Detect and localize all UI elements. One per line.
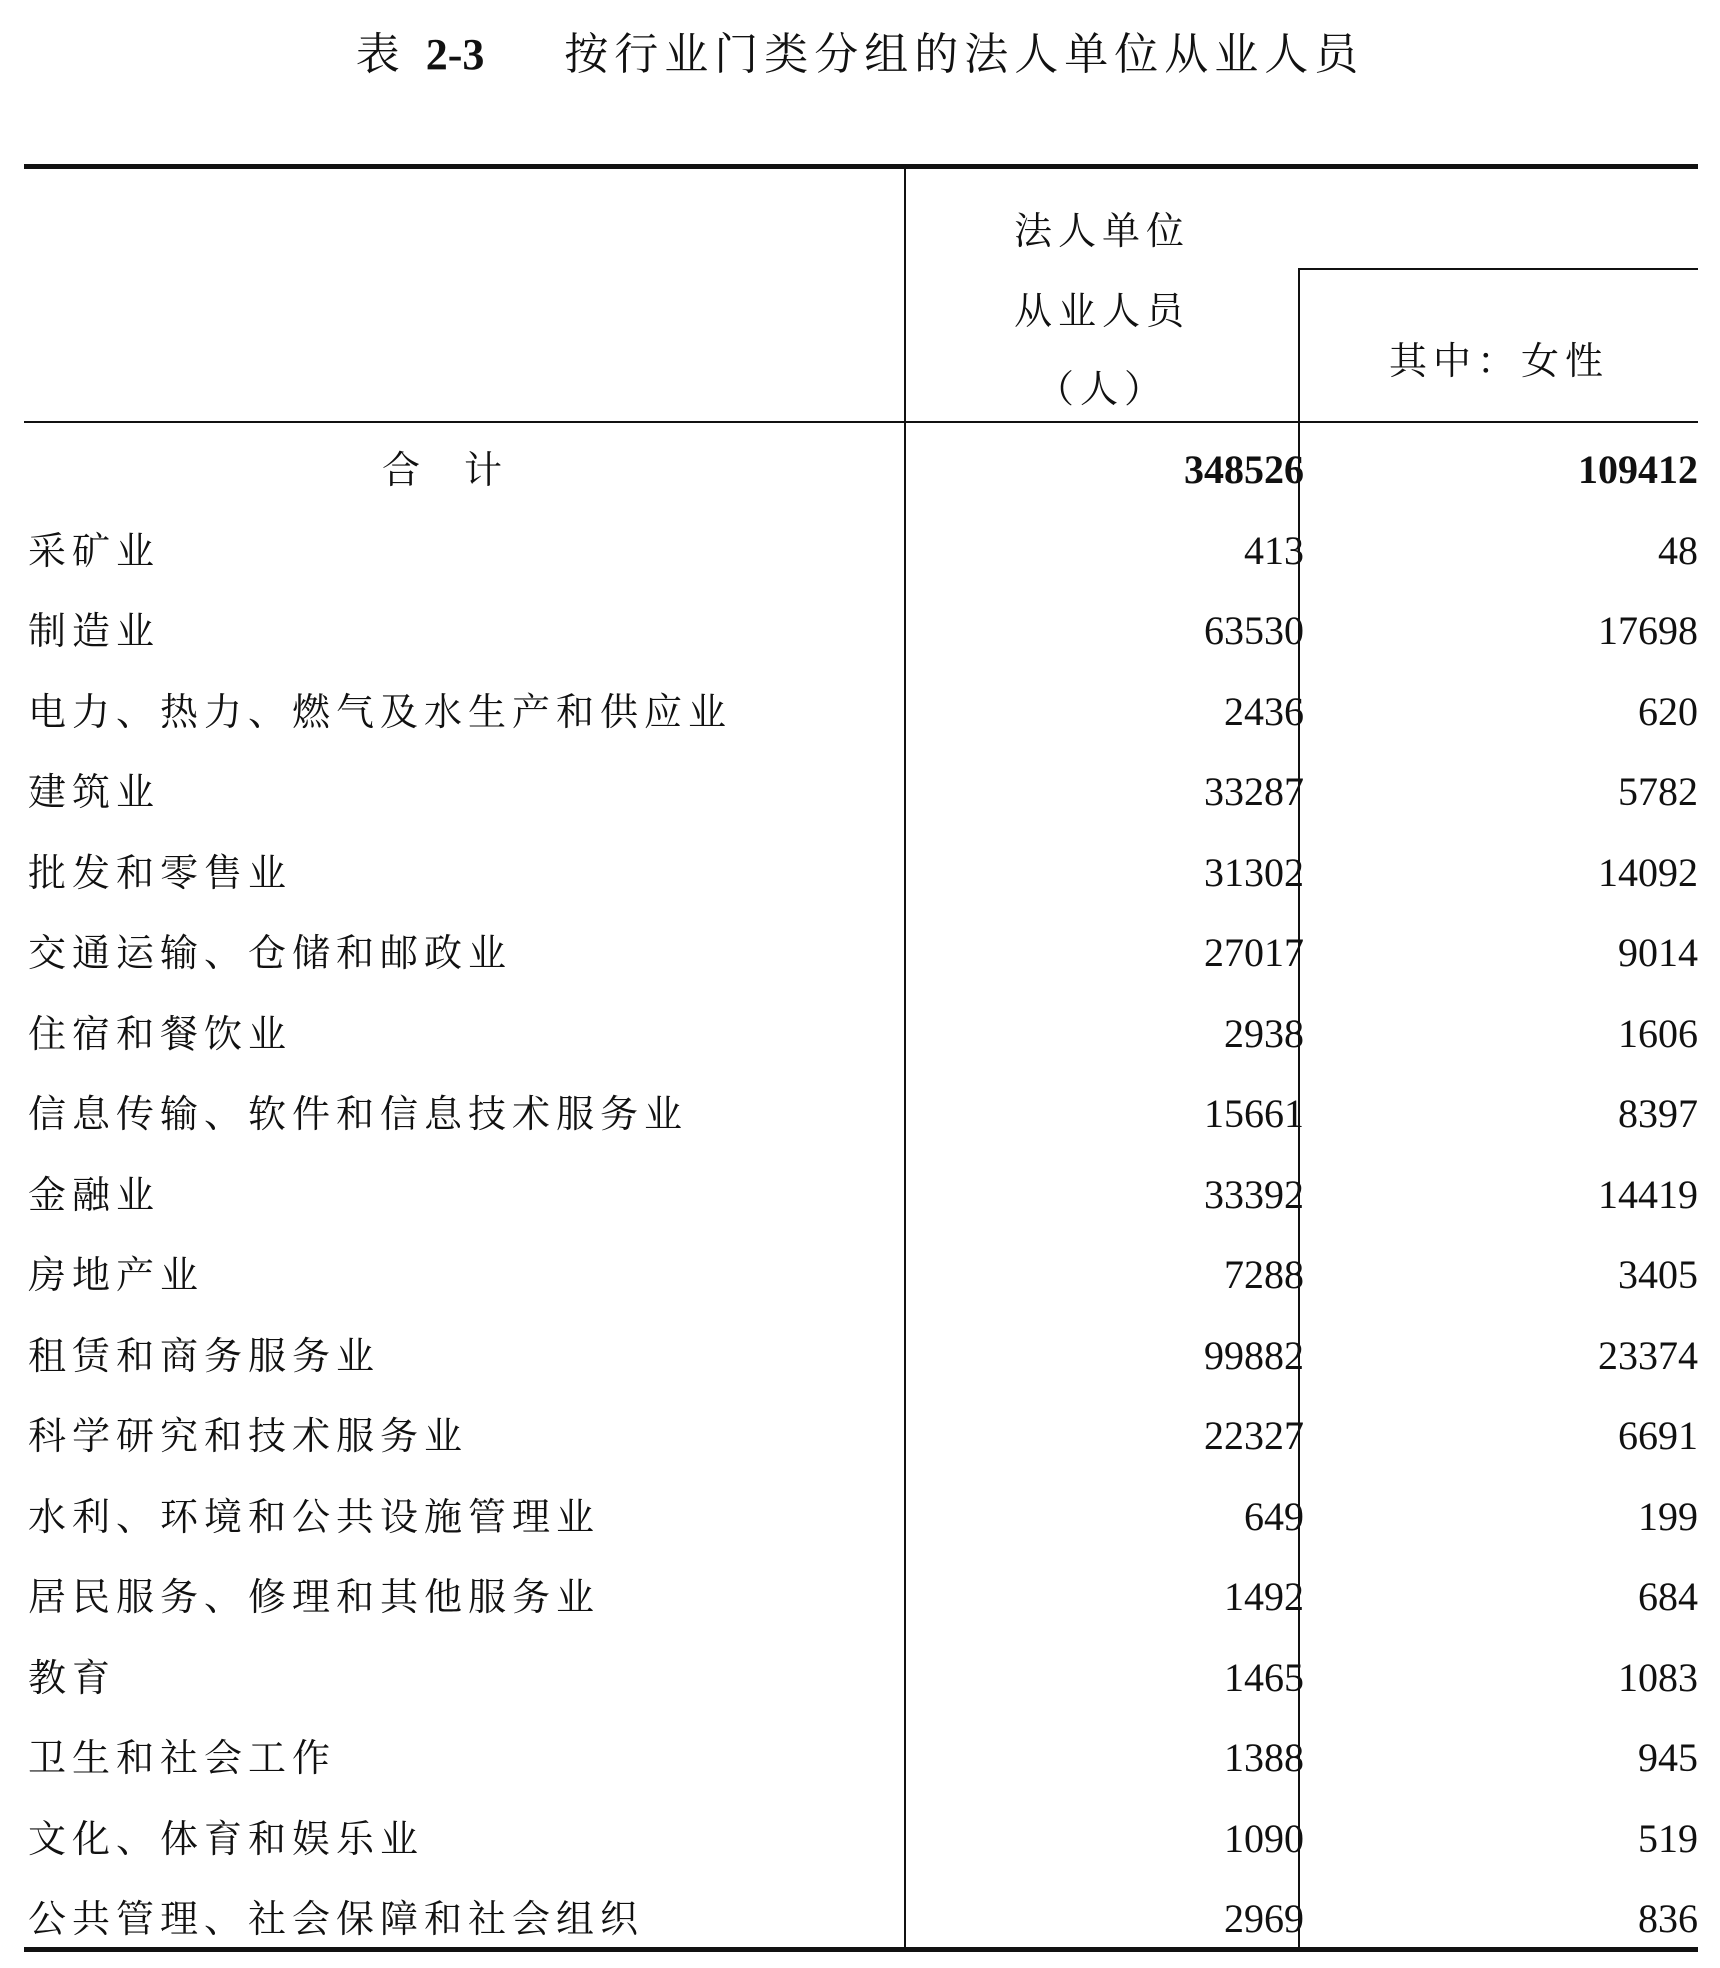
- industry-label: 建筑业: [28, 770, 161, 814]
- female-value: 684: [1638, 1574, 1698, 1619]
- female-value: 3405: [1618, 1252, 1698, 1297]
- employees-value: 2938: [1224, 1010, 1304, 1056]
- industry-label: 交通运输、仓储和邮政业: [28, 931, 513, 975]
- table-row: [24, 672, 1698, 752]
- employees-value: 33287: [1204, 769, 1304, 814]
- table-bottom-rule: [24, 1947, 1698, 1952]
- employees-value: 99882: [1204, 1332, 1304, 1378]
- industry-label: 科学研究和技术服务业: [28, 1414, 469, 1458]
- female-value: 48: [1658, 527, 1698, 573]
- employees-value: 1465: [1224, 1654, 1304, 1700]
- female-value: 945: [1638, 1735, 1698, 1780]
- female-value: 17698: [1598, 608, 1698, 653]
- header-employees-line1: 法人单位: [1013, 209, 1190, 253]
- industry-label: 教育: [28, 1655, 117, 1700]
- table-row: [24, 511, 1698, 591]
- table-row: [24, 1718, 1698, 1798]
- employees-value: 22327: [1204, 1413, 1304, 1458]
- employees-value: 2436: [1224, 688, 1304, 734]
- female-value: 836: [1638, 1896, 1698, 1941]
- table-row: [24, 994, 1698, 1074]
- industry-label: 居民服务、修理和其他服务业: [28, 1575, 601, 1619]
- header-sub-rule: [1298, 268, 1698, 270]
- table-row: [24, 1235, 1698, 1315]
- table-row: [24, 591, 1698, 671]
- table-top-rule: [24, 164, 1698, 169]
- industry-label: 批发和零售业: [28, 850, 293, 895]
- employees-value: 1090: [1224, 1815, 1304, 1861]
- employees-value: 2969: [1224, 1896, 1304, 1941]
- female-value: 8397: [1618, 1091, 1698, 1136]
- table-row: [24, 1155, 1698, 1235]
- female-value: 109412: [1578, 447, 1698, 492]
- table-row: [24, 1477, 1698, 1557]
- female-value: 519: [1638, 1815, 1698, 1861]
- industry-label: 水利、环境和公共设施管理业: [28, 1494, 601, 1539]
- industry-label: 卫生和社会工作: [28, 1736, 337, 1780]
- industry-label: 合计: [381, 448, 546, 492]
- employees-value: 1492: [1224, 1574, 1304, 1619]
- total-row: [24, 430, 1698, 510]
- industry-label: 采矿业: [28, 528, 161, 573]
- female-value: 14092: [1598, 849, 1698, 895]
- industry-label: 房地产业: [28, 1253, 205, 1297]
- table-number: 2-3: [425, 30, 485, 79]
- table-title: [0, 18, 1720, 82]
- industry-label: 制造业: [28, 609, 161, 653]
- female-value: 199: [1638, 1493, 1698, 1539]
- industry-label: 住宿和餐饮业: [28, 1011, 293, 1056]
- industry-label: 信息传输、软件和信息技术服务业: [28, 1092, 689, 1136]
- employees-value: 33392: [1204, 1171, 1304, 1217]
- employees-value: 15661: [1204, 1091, 1304, 1136]
- employees-value: 1388: [1224, 1735, 1304, 1780]
- table-row: [24, 1799, 1698, 1879]
- female-value: 1606: [1618, 1010, 1698, 1056]
- industry-label: 文化、体育和娱乐业: [28, 1816, 425, 1861]
- table-row: [24, 1557, 1698, 1637]
- female-value: 620: [1638, 688, 1698, 734]
- table-row: [24, 913, 1698, 993]
- industry-label: 公共管理、社会保障和社会组织: [28, 1897, 645, 1941]
- table-row: [24, 833, 1698, 913]
- employees-value: 413: [1244, 527, 1304, 573]
- female-value: 23374: [1598, 1332, 1698, 1378]
- female-value: 14419: [1598, 1171, 1698, 1217]
- header-employees-unit: （人）: [1035, 367, 1168, 411]
- industry-label: 金融业: [28, 1172, 161, 1217]
- employees-value: 348526: [1184, 447, 1304, 492]
- female-value: 6691: [1618, 1413, 1698, 1458]
- title-prefix: 表: [355, 29, 406, 80]
- table-row: [24, 1396, 1698, 1476]
- industry-label: 租赁和商务服务业: [28, 1333, 381, 1378]
- table-row: [24, 1316, 1698, 1396]
- table-row: [24, 1638, 1698, 1718]
- industry-label: 电力、热力、燃气及水生产和供应业: [28, 689, 733, 734]
- header-bottom-rule: [24, 421, 1698, 423]
- employees-value: 27017: [1204, 930, 1304, 975]
- table-row: [24, 1074, 1698, 1154]
- female-value: 5782: [1618, 769, 1698, 814]
- header-female: 其中：女性: [1388, 339, 1609, 383]
- employees-value: 649: [1244, 1493, 1304, 1539]
- header-employees-line2: 从业人员: [1013, 289, 1190, 333]
- employees-value: 31302: [1204, 849, 1304, 895]
- table-row: [24, 752, 1698, 832]
- employees-value: 7288: [1224, 1252, 1304, 1297]
- female-value: 9014: [1618, 930, 1698, 975]
- female-value: 1083: [1618, 1654, 1698, 1700]
- title-text: 按行业门类分组的法人单位从业人员: [564, 29, 1365, 80]
- employees-value: 63530: [1204, 608, 1304, 653]
